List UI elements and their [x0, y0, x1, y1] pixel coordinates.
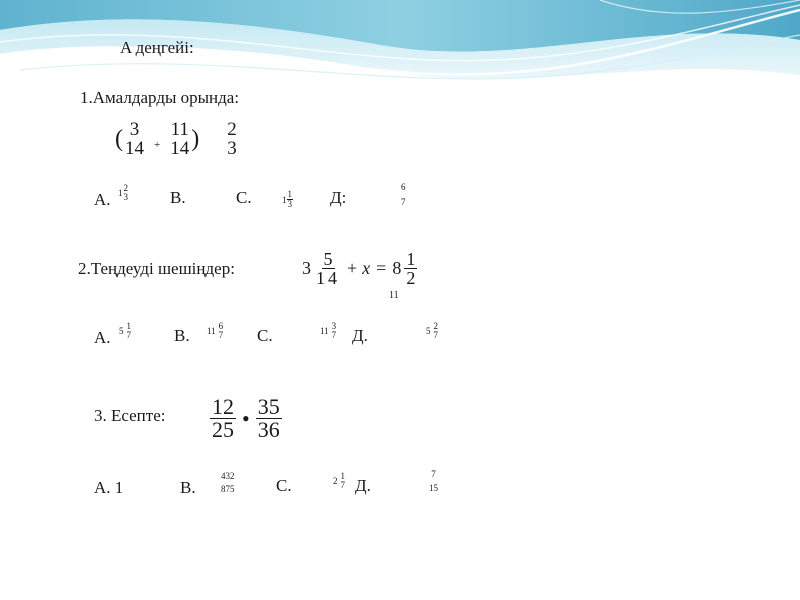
multiply-dot: •	[242, 405, 250, 431]
denominator: 36	[257, 417, 280, 442]
whole-part: 3	[302, 258, 311, 278]
task1-option-a-value	[118, 184, 129, 202]
denominator: 25	[212, 417, 234, 442]
task2-option-d-value	[426, 322, 439, 340]
task3-expression	[210, 396, 282, 441]
denominator: 875	[221, 484, 235, 494]
plus-sign: +	[347, 258, 358, 278]
denominator: 14	[170, 138, 190, 159]
fraction-11-14	[168, 120, 191, 158]
task2-equation	[302, 250, 417, 287]
fraction-3-14	[123, 120, 146, 158]
numerator: 35	[257, 394, 280, 419]
fraction	[126, 322, 133, 340]
fraction-35-36	[256, 396, 282, 441]
denominator: 3	[227, 138, 237, 159]
fraction	[218, 322, 225, 340]
numerator: 7	[431, 469, 436, 479]
task3-option-c-letter: C.	[276, 476, 292, 495]
task2-option-a-value	[119, 322, 132, 340]
whole-part: 2	[333, 476, 338, 486]
denominator: 7	[433, 330, 438, 340]
equals-sign: =	[376, 258, 387, 278]
denominator: 7	[218, 330, 224, 340]
task2-option-c-value	[320, 322, 337, 340]
numerator: 3	[129, 119, 140, 140]
numerator: 2	[433, 321, 438, 331]
fraction-1-2	[404, 250, 417, 287]
numerator: 1	[287, 189, 292, 199]
whole-part: 11	[207, 326, 216, 336]
task3-option-c-value	[333, 472, 346, 490]
numerator: 6	[401, 182, 406, 192]
numerator: 2	[123, 183, 128, 193]
denominator: 7	[340, 480, 345, 490]
denominator: 7	[331, 330, 337, 340]
task1-option-c-letter: C.	[236, 188, 252, 207]
fraction	[287, 190, 294, 209]
task1-option-b-letter: B.	[170, 188, 186, 207]
whole-part: 5	[119, 326, 124, 336]
task2-option-c-letter: C.	[257, 326, 273, 345]
denominator: 3	[123, 192, 128, 202]
task2-equation-subscript: 11	[389, 290, 399, 301]
denominator: 7	[126, 330, 131, 340]
denominator: 14	[316, 268, 340, 288]
whole-part: 8	[392, 258, 402, 278]
task2-option-a-letter: A.	[94, 328, 111, 347]
numerator: 12	[212, 394, 234, 419]
task2-option-d-letter: Д.	[352, 326, 368, 345]
fraction	[428, 470, 439, 493]
denominator: 7	[401, 197, 406, 207]
fraction	[433, 322, 440, 340]
task1-option-d-value	[400, 183, 407, 207]
task3-option-b-value	[220, 472, 236, 494]
plus-sign: +	[154, 139, 161, 151]
task1-option-c-value	[282, 190, 293, 209]
denominator: 3	[287, 199, 292, 209]
task3-option-b-letter: B.	[180, 478, 196, 497]
fraction	[331, 322, 338, 340]
numerator: 1	[340, 471, 345, 481]
task3-label: 3. Есепте:	[94, 406, 166, 425]
paren-close: )	[191, 125, 200, 152]
variable-x: x	[362, 258, 371, 278]
task1-expression	[115, 120, 239, 158]
whole-part: 1	[282, 194, 287, 205]
task2-option-b-value	[207, 322, 224, 340]
task3-option-a: A. 1	[94, 478, 124, 497]
whole-part: 1	[118, 188, 123, 198]
task1-option-a-letter: A.	[94, 190, 111, 209]
task3-option-d-value	[428, 470, 439, 493]
numerator: 1	[406, 249, 416, 269]
numerator: 3	[331, 321, 337, 331]
fraction-2-3	[225, 120, 239, 158]
fraction	[123, 184, 130, 202]
denominator: 2	[406, 268, 416, 288]
task3-option-d-letter: Д.	[355, 476, 371, 495]
whole-part: 11	[320, 326, 329, 336]
denominator: 15	[429, 483, 438, 493]
numerator: 432	[221, 471, 235, 481]
fraction-5-14	[314, 250, 342, 287]
fraction-12-25	[210, 396, 236, 441]
numerator: 6	[218, 321, 224, 331]
numerator: 1	[126, 321, 131, 331]
fraction	[220, 472, 236, 494]
task2-option-b-letter: B.	[174, 326, 190, 345]
task1-option-d-letter: Д:	[330, 188, 347, 207]
numerator: 11	[170, 119, 189, 140]
fraction	[340, 472, 347, 490]
denominator: 14	[125, 138, 144, 159]
whole-part: 5	[426, 326, 431, 336]
level-title: A деңгейі:	[120, 38, 194, 57]
numerator: 2	[227, 119, 237, 140]
task2-label: 2.Теңдеуді шешіңдер:	[78, 259, 235, 278]
task1-label: 1.Амалдарды орында:	[80, 88, 240, 107]
numerator: 5	[323, 249, 333, 269]
paren-open: (	[115, 125, 123, 152]
fraction	[400, 183, 407, 207]
